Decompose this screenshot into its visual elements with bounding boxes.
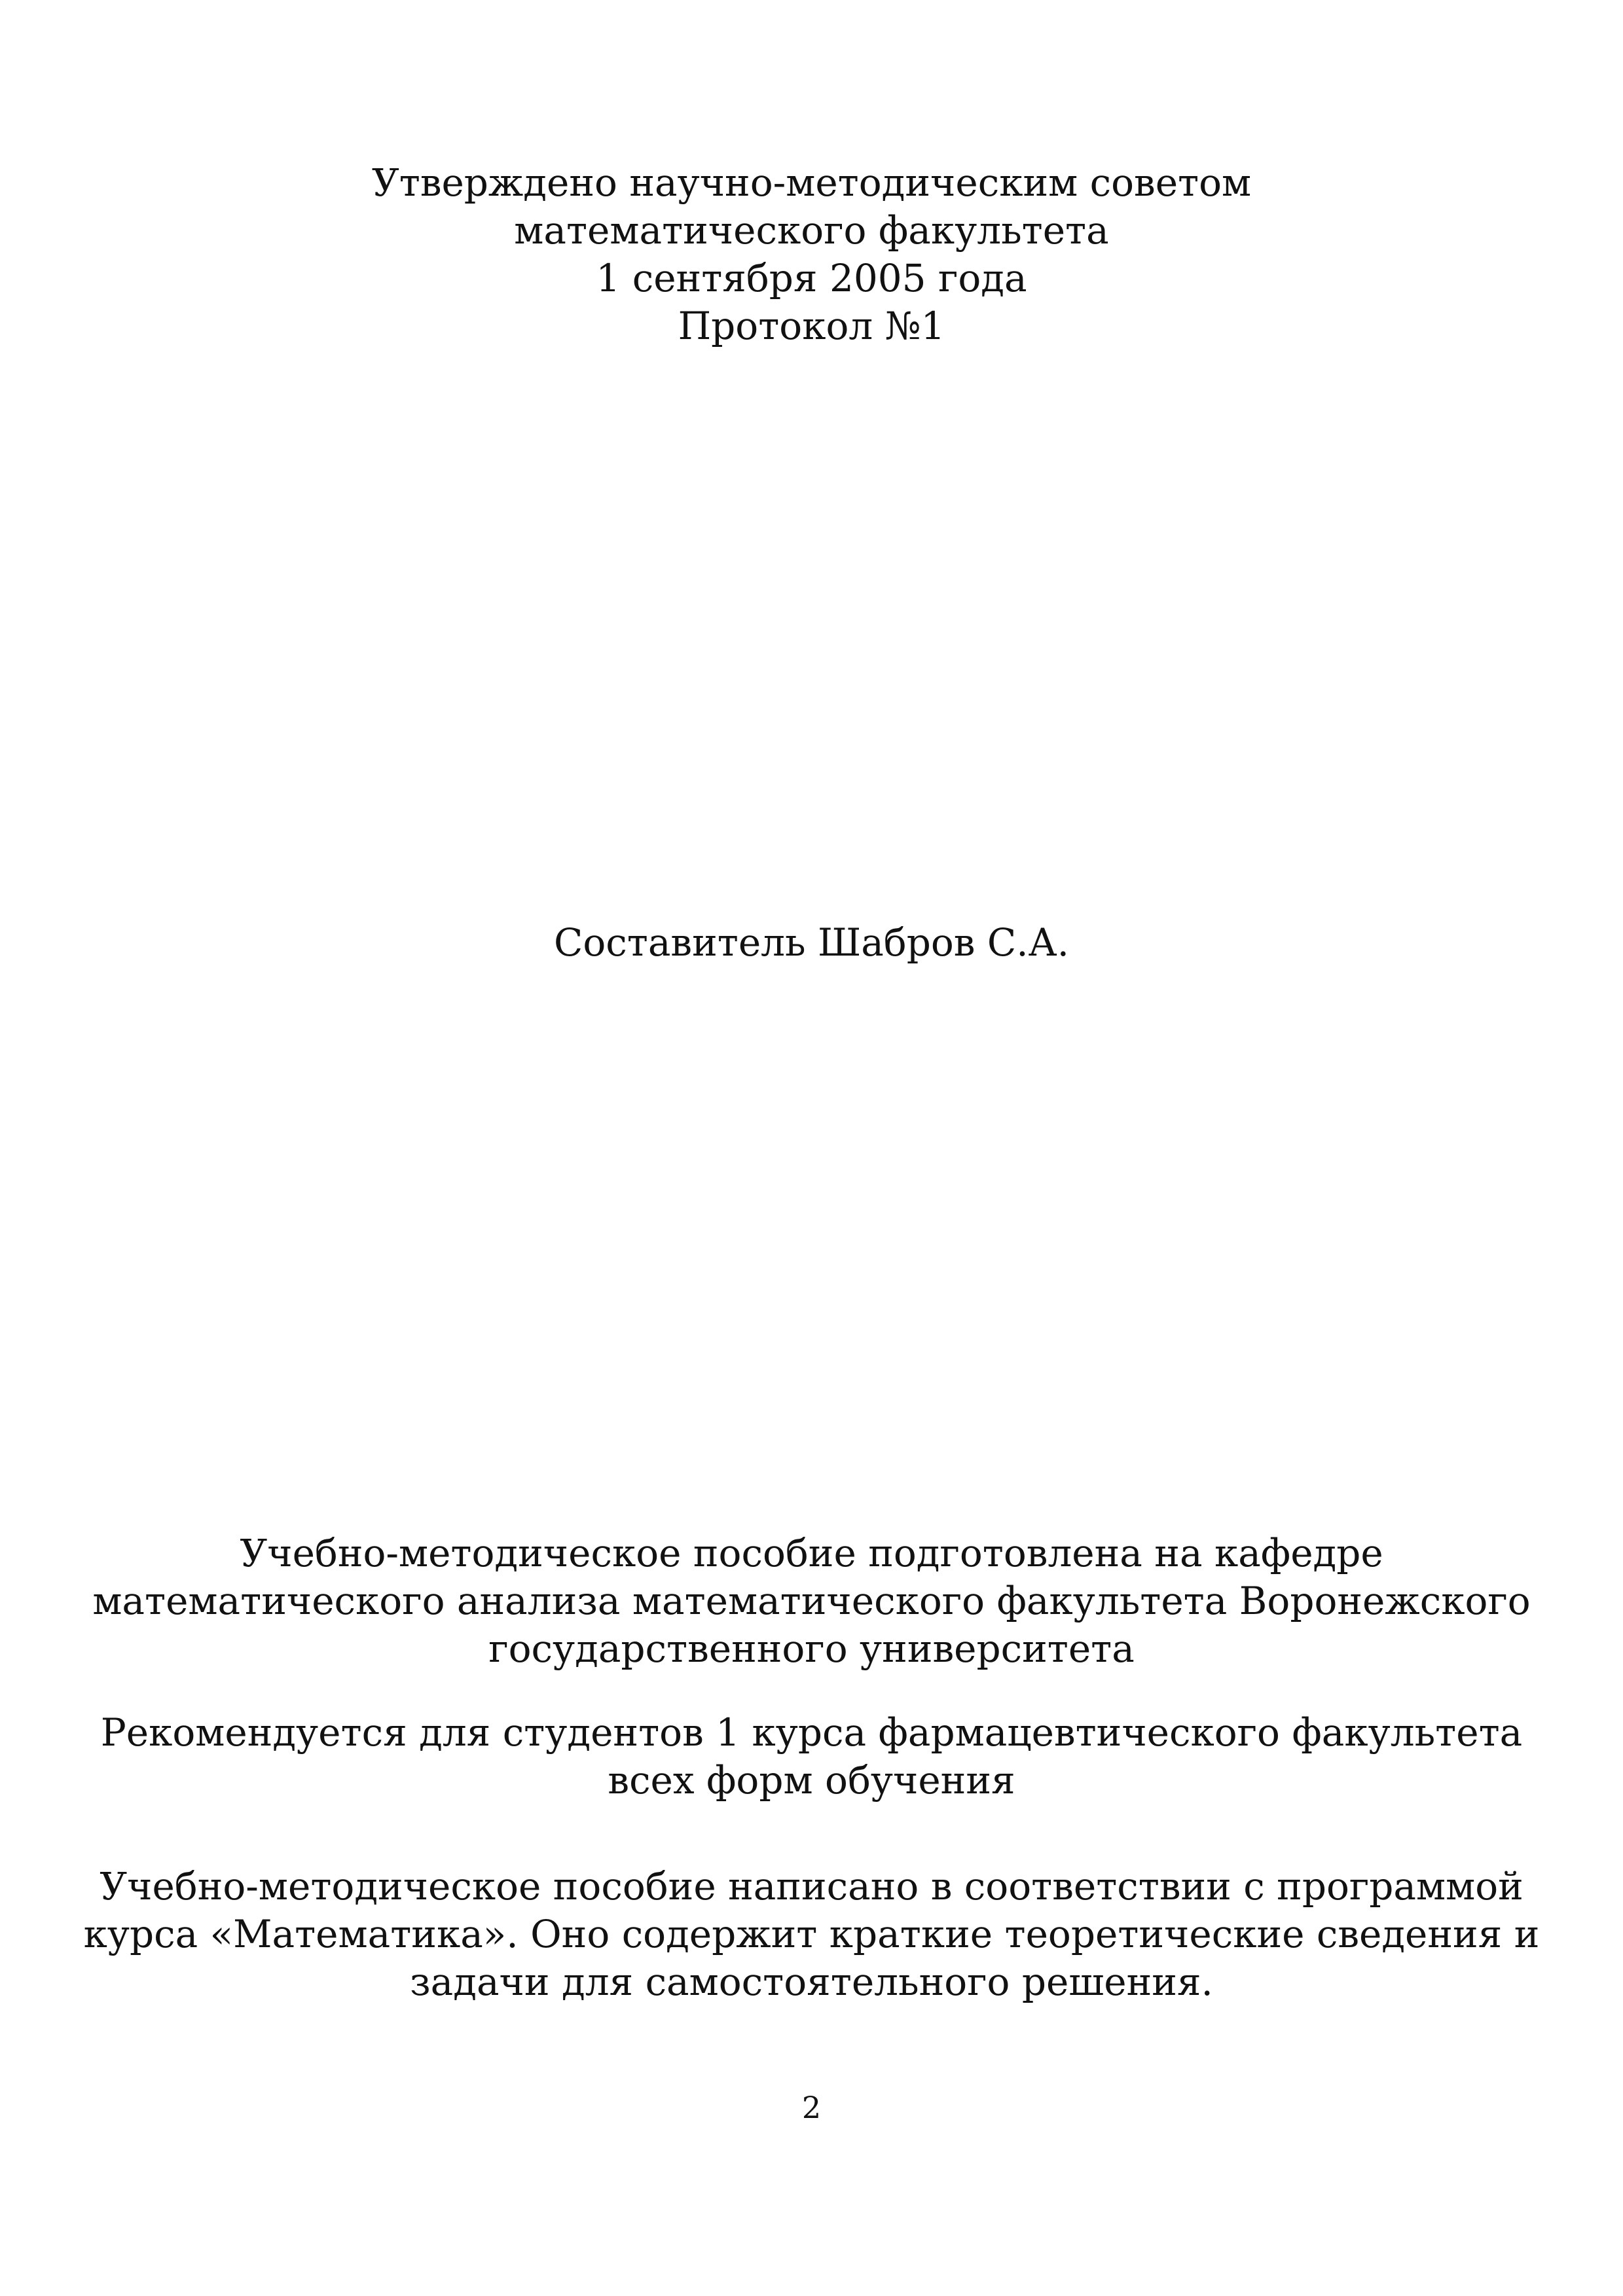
compiler-section — [0, 919, 1623, 967]
recommendation-line: Рекомендуется для студентов 1 курса фармацевтического факультета — [100, 1710, 1523, 1755]
approval-line: математического факультета — [514, 208, 1109, 253]
description-line: Учебно-методическое пособие написано в соответствии с программой — [100, 1864, 1523, 1909]
compiler-name: Составитель Шабров С.А. — [553, 920, 1070, 965]
department-line: Учебно-методическое пособие подготовлена на кафедре — [240, 1531, 1383, 1575]
approval-line: Утверждено научно-методическим советом — [371, 160, 1252, 205]
department-paragraph — [0, 1530, 1623, 1673]
description-paragraph — [0, 1863, 1623, 2006]
recommendation-paragraph — [0, 1709, 1623, 1804]
approval-notice — [0, 159, 1623, 350]
page-number: 2 — [801, 2090, 822, 2125]
department-line: государственного университета — [488, 1626, 1135, 1671]
approval-date: 1 сентября 2005 года — [596, 256, 1027, 300]
description-line: задачи для самостоятельного решения. — [410, 1960, 1213, 2004]
description-line: курса «Математика». Оно содержит краткие теоретические сведения и — [83, 1912, 1540, 1956]
approval-protocol: Протокол №1 — [678, 304, 945, 348]
department-line: математического анализа математического факультета Воронежского — [92, 1579, 1531, 1623]
recommendation-line: всех форм обучения — [608, 1758, 1015, 1803]
